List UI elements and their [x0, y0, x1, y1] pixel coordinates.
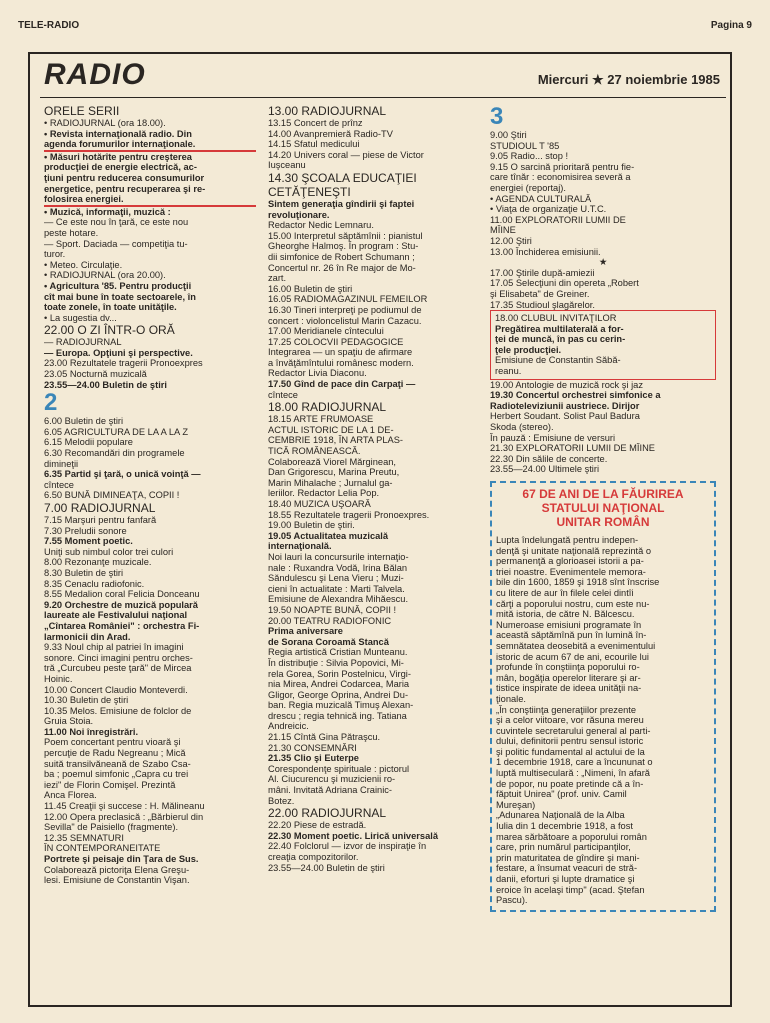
program-line: cît mai bune în toate sectoarele, în: [44, 291, 196, 302]
program-line: 9.33 Noul chip al patriei în imagini: [44, 642, 184, 653]
article-headline: STATULUI NAŢIONAL: [541, 501, 665, 515]
program-line: ba ; poemul simfonic „Capra cu trei: [44, 769, 189, 780]
header-rule: [40, 97, 726, 98]
program-line: 8.00 Rezonanţe muzicale.: [44, 557, 152, 568]
program-line: Noi lauri la concursurile internaţio-: [268, 551, 409, 562]
highlight-line: ţele producţiei.: [495, 344, 562, 355]
program-line: • RADIOJURNAL (ora 18.00).: [44, 118, 166, 128]
article-line: Mureşan): [496, 799, 536, 810]
program-line: • Agricultura '85. Pentru producţii: [44, 280, 192, 291]
program-line: Sevilla" de Paisiello (fragmente).: [44, 822, 179, 833]
program-line: 17.00 Ştirile după-amiezii: [490, 267, 595, 278]
article-line: Numeroase emisiuni programate în: [496, 619, 642, 630]
program-line: de Sorana Coroamă Stancă: [268, 636, 389, 647]
program-line: • Muzică, informaţii, muzică :: [44, 206, 171, 217]
program-line: 14.15 Sfatul medicului: [268, 139, 360, 150]
program-line: 12.35 SEMNATURI: [44, 832, 124, 843]
highlight-line: Emisiune de Constantin Săbă-: [495, 355, 621, 366]
program-line: 11.45 Creaţii şi succese : H. Mălineanu: [44, 801, 205, 812]
date-line: Miercuri ★ 27 noiembrie 1985: [537, 72, 720, 87]
article-line: triei noastre. Evenimentele memora-: [496, 566, 646, 577]
program-line: 17.35 Studioul şlagărelor.: [490, 299, 595, 310]
program-3-number: 3: [490, 103, 504, 130]
program-line: 7.30 Preludii sonore: [44, 525, 127, 536]
program-line: 17.50 Gînd de pace din Carpaţi —: [268, 379, 416, 390]
program-line: 18.15 ARTE FRUMOASE: [268, 414, 374, 425]
program-line: Skoda (stereo).: [490, 422, 554, 433]
program-line: 13.00 Închiderea emisiunii.: [490, 246, 601, 257]
program-line: MÎINE: [490, 225, 516, 236]
program-line: 6.35 Partid şi ţară, o unică voinţă —: [44, 469, 201, 480]
highlight-line: ţei de muncă, în pas cu cerin-: [495, 334, 626, 345]
program-line: 10.30 Buletin de ştiri: [44, 695, 129, 706]
program-line: 14.00 Avanpremieră Radio-TV: [268, 128, 393, 139]
program-line: Redactor Nedic Lemnaru.: [268, 220, 374, 231]
program-line: 21.15 Cîntă Gina Pătraşcu.: [268, 732, 381, 743]
program-line: Anca Florea.: [44, 790, 97, 801]
article-line: mân, bogăţia operelor literare şi ar-: [496, 672, 641, 683]
program-line: zart.: [268, 273, 287, 284]
article-line: mită istoria, de către N. Bălcescu.: [496, 609, 635, 620]
program-line: Uniţi sub nimbul color trei culori: [44, 546, 174, 557]
program-line: 19.00 Buletin de ştiri.: [268, 520, 355, 531]
program-line: • Viaţa de organizaţie U.T.C.: [490, 204, 607, 215]
program-line: 19.50 NOAPTE BUNĂ, COPII !: [268, 604, 397, 615]
highlight-line: 18.00 CLUBUL INVITAŢILOR: [495, 313, 617, 324]
program-line: 17.25 COLOCVII PEDAGOGICE: [268, 336, 404, 347]
program-line: Redactor Livia Diaconu.: [268, 368, 367, 379]
program-line: ACTUL ISTORIC DE LA 1 DE-: [268, 424, 394, 435]
program-line: 8.55 Medalion coral Felicia Donceanu: [44, 589, 200, 600]
program-line: CEMBRIE 1918, ÎN ARTA PLAS-: [268, 435, 404, 446]
program-line: 8.35 Cenaclu radiofonic.: [44, 578, 145, 589]
program-line: 17.05 Selecţiuni din opereta „Robert: [490, 278, 639, 289]
article-line: profunde în conştiinţa poporului ro-: [496, 662, 640, 673]
program-line: toate zonele, în toate unităţile.: [44, 302, 177, 313]
program-line: 9.15 O sarcină prioritară pentru fie-: [490, 161, 635, 172]
program-line: concert : violoncelistul Marin Cazacu.: [268, 315, 422, 326]
article-line: danii, eforturi şi lupte dramatice şi: [496, 874, 635, 884]
program-line: Botez.: [268, 795, 295, 806]
program-line: Colaborează pictoriţa Elena Greşu-: [44, 864, 190, 875]
program-line: 11.00 Noi înregistrări.: [44, 726, 139, 737]
program-line: percuţie de Radu Negreanu ; Mică: [44, 748, 186, 759]
program-line: Gheorghe Halmoş. În program : Stu-: [268, 241, 419, 252]
article-line: festare, a însumat veacuri de stră-: [496, 863, 638, 874]
program-line: 17.00 Meridianele cîntecului: [268, 326, 384, 337]
article-line: făptuit Unirea" (prof. univ. Camil: [496, 789, 627, 800]
article-line: tistice inspirate de ideea unităţii na-: [496, 683, 642, 694]
article-line: de popor, nu poate pretinde că a în-: [496, 778, 644, 789]
column-program-1-afternoon: [268, 104, 478, 873]
program-line: sonore. Cinci imagini pentru orches-: [44, 652, 193, 663]
program-line: dii simfonice de Robert Schumann ;: [268, 251, 415, 262]
section-label: TELE-RADIO: [18, 20, 80, 31]
program-line: 9.00 Ştiri: [490, 130, 527, 140]
program-line: nale : Ruxandra Vodă, Irina Bălan: [268, 562, 408, 573]
program-line: CETĂŢENEŞTI: [268, 184, 351, 199]
article-line: eroice în acelaşi timp" (acad. Ştefan: [496, 884, 645, 895]
program-line: 22.30 Din sălile de concerte.: [490, 453, 608, 464]
program-line: Gligor, George Oprina, Andrei Du-: [268, 689, 409, 700]
program-line: 10.35 Melos. Emisiune de folclor de: [44, 705, 192, 716]
program-line: 20.00 TEATRU RADIOFONIC: [268, 615, 392, 626]
program-line: 16.05 RADIOMAGAZINUL FEMEILOR: [268, 294, 428, 305]
program-line: Corespondenţe spirituale : pictorul: [268, 763, 410, 774]
program-line: Andreicic.: [268, 721, 309, 732]
program-line: internaţională.: [268, 541, 332, 552]
program-line: 22.30 Moment poetic. Lirică universală: [268, 830, 438, 841]
program-line: cîntece: [268, 389, 298, 400]
program-line: 13.15 Concert de prînz: [268, 118, 363, 128]
program-line: cieni în actualitate : Marti Talvela.: [268, 583, 405, 594]
program-line: dimineţii: [44, 458, 79, 469]
program-2-number: 2: [44, 389, 58, 417]
program-line: — Ce este nou în ţară, ce este nou: [44, 217, 189, 228]
program-line: 11.00 EXPLORATORII LUMII DE: [490, 214, 626, 225]
article-line: „În conştiinţa generaţiilor prezente: [496, 704, 637, 715]
program-line: 6.05 AGRICULTURA DE LA A LA Z: [44, 426, 188, 437]
article-line: ţionale.: [496, 693, 526, 704]
program-line: 9.20 Orchestre de muzică populară: [44, 599, 198, 610]
article-line: cărţi a poporului nostru, cum este nu-: [496, 598, 650, 609]
program-line: şi Elisabeta" de Greiner.: [490, 288, 590, 299]
program-line: 6.00 Buletin de ştiri: [44, 416, 124, 427]
program-line: — Europa. Opţiuni şi perspective.: [44, 347, 193, 358]
program-line: larmonicii din Arad.: [44, 631, 131, 642]
program-line: 19.30 Concertul orchestrei simfonice a: [490, 390, 661, 401]
program-line: STUDIOUL T '85: [490, 140, 560, 151]
column-program-1: [44, 104, 256, 886]
program-line: agenda forumurilor internaţionale.: [44, 139, 256, 152]
program-line: Herbert Soudant. Solist Paul Badura: [490, 411, 640, 422]
program-line: • AGENDA CULTURALĂ: [490, 193, 592, 204]
program-line: 19.05 Actualitatea muzicală: [268, 530, 389, 541]
program-line: 7.00 RADIOJURNAL: [44, 501, 156, 515]
program-line: „Cîntarea României" : orchestra Fi-: [44, 620, 200, 631]
program-line: folosirea energiei.: [44, 194, 256, 207]
article-line: această săptămînă pun în lumină în-: [496, 630, 647, 641]
program-line: creaţia compozitorilor.: [268, 852, 359, 862]
program-line: • Meteo. Circulaţie.: [44, 259, 123, 270]
article-line: marea sărbătoare a poporului român: [496, 831, 647, 842]
highlight-line: Pregătirea multilaterală a for-: [495, 323, 624, 334]
program-line: În pauză : Emisiune de versuri: [490, 432, 616, 443]
page-title: RADIO: [44, 58, 146, 91]
article-line: denţă şi unitate naţională reprezintă o: [496, 545, 652, 556]
program-line: 16.30 Tineri interpreţi pe podiumul de: [268, 304, 422, 315]
program-line: Iuşceanu: [268, 160, 306, 171]
program-line: 6.15 Melodii populare: [44, 437, 133, 448]
page-header: [18, 20, 752, 36]
program-line: Prima aniversare: [268, 626, 343, 637]
program-line: suită transilvăneană de Szabo Csa-: [44, 758, 191, 769]
program-line: 8.30 Buletin de ştiri: [44, 567, 124, 578]
program-line: • Revista internaţională radio. Din: [44, 128, 192, 139]
article-line: bile din 1600, 1859 şi 1918 sînt înscrise: [496, 577, 660, 588]
article-line: dului, definitorii pentru sensul istoric: [496, 736, 644, 747]
article-line: luptă multiseculară : „Nimeni, în afară: [496, 768, 650, 779]
program-line: Gruia Stoia.: [44, 716, 94, 727]
article-headline: UNITAR ROMÂN: [556, 515, 650, 529]
program-line: ban. Regia muzicală Timuş Alexan-: [268, 700, 414, 711]
program-line: care tînăr : economisirea severă a: [490, 172, 631, 183]
program-line: 14.30 ŞCOALA EDUCAŢIEI: [268, 170, 417, 185]
program-line: 16.00 Buletin de ştiri: [268, 283, 353, 294]
program-line: energetice, pentru recuperarea şi re-: [44, 183, 206, 194]
program-line: 18.00 RADIOJURNAL: [268, 400, 387, 415]
program-line: 23.00 Rezultatele tragerii Pronoexpres: [44, 358, 203, 369]
article-frame: [490, 481, 716, 912]
program-line: 23.05 Nocturnă muzicală: [44, 369, 147, 380]
program-line: 14.20 Univers coral — piese de Victor: [268, 149, 424, 160]
program-line: • RADIOJURNAL (ora 20.00).: [44, 270, 166, 281]
program-line: Dan Grigorescu, Marina Preutu,: [268, 467, 400, 478]
program-line: nia Mirea, Andrei Codarcea, Maria: [268, 679, 410, 690]
program-line: În distribuţie : Silvia Popovici, Mi-: [268, 657, 404, 668]
program-line: Radioteleviziunii austriece. Dirijor: [490, 400, 640, 411]
program-line: cîntece: [44, 479, 74, 490]
program-line: Poem concertant pentru vioară şi: [44, 737, 181, 748]
program-line: leriilor. Redactor Lelia Pop.: [268, 488, 380, 499]
program-line: Emisiune de Alexandra Mihăescu.: [268, 594, 409, 605]
program-line: Marin Mihalache ; Jurnalul ga-: [268, 477, 393, 488]
program-line: — RADIOJURNAL: [44, 337, 122, 348]
program-line: ORELE SERII: [44, 104, 120, 118]
program-line: 6.30 Recomandări din programele: [44, 448, 185, 459]
program-line: Săndulescu şi Lena Vieru ; Muzi-: [268, 573, 404, 584]
program-line: 6.50 BUNĂ DIMINEAŢA, COPII !: [44, 490, 180, 501]
program-line: 18.55 Rezultatele tragerii Pronoexpres.: [268, 509, 430, 520]
article-line: Pascu).: [496, 895, 528, 906]
article-line: cu litere de aur în filele celei dintîi: [496, 587, 634, 598]
highlight-line: reanu.: [495, 366, 522, 377]
program-line: tră „Curcubeu peste ţară" de Mircea: [44, 663, 192, 674]
program-line: Concertul nr. 26 în Re major de Mo-: [268, 262, 416, 273]
program-line: Integrarea — un spaţiu de afirmare: [268, 347, 413, 358]
program-line: a învăţămîntului românesc modern.: [268, 357, 414, 368]
program-line: 19.00 Antologie de muzică rock şi jaz: [490, 379, 643, 390]
program-line: 22.20 Piese de estradă.: [268, 820, 367, 831]
program-line: 7.15 Marşuri pentru fanfară: [44, 515, 157, 525]
program-line: laureate ale Festivalului naţional: [44, 610, 188, 621]
program-line: 21.30 CONSEMNĂRI: [268, 742, 357, 753]
article-line: Lupta îndelungată pentru indepen-: [496, 535, 639, 545]
page-number: Pagina 9: [710, 20, 752, 31]
program-line: 9.05 Radio... stop !: [490, 151, 569, 162]
program-line: revoluţionare.: [268, 209, 330, 220]
program-line: TICĂ ROMÂNEASCĂ.: [268, 446, 361, 457]
program-line: 15.00 Interpretul săptămînii : pianistul: [268, 230, 423, 241]
program-line: ÎN CONTEMPORANEITATE: [44, 843, 161, 854]
program-line: 18.40 MUZICA UŞOARĂ: [268, 499, 371, 509]
program-line: 23.55—24.00 Buletin de ştiri: [44, 379, 167, 390]
program-line: Al. Ciucurencu şi muzicienii ro-: [268, 774, 396, 785]
program-line: rela Gorea, Sorin Postelnicu, Virgi-: [268, 668, 411, 679]
program-line: — Sport. Daciada — competiţia tu-: [44, 238, 188, 249]
program-line: 22.00 O ZI ÎNTR-O ORĂ: [44, 323, 175, 338]
article-line: prin maturitatea de gîndire şi mani-: [496, 852, 640, 863]
program-line: Portrete şi peisaje din Ţara de Sus.: [44, 854, 199, 864]
program-line: • Măsuri hotărîte pentru creşterea: [44, 151, 192, 162]
article-line: „Adunarea Naţională de la Alba: [496, 810, 625, 821]
program-line: 21.30 EXPLORATORII LUMII DE MÎINE: [490, 443, 655, 454]
program-line: producţiei de energie electrică, ac-: [44, 162, 197, 173]
article-line: şi a celor viitoare, vor răsuna mereu: [496, 715, 644, 726]
program-line: ★: [598, 257, 608, 268]
article-line: şi politic fundamental al actului de la: [496, 746, 645, 757]
program-line: ţiuni pentru reducerea consumurilor: [44, 172, 205, 183]
program-line: mâni. Invitată Adriana Crainic-: [268, 785, 393, 796]
article-line: permanenţă a glorioasei istorii a pa-: [496, 556, 644, 567]
program-line: Sintem generaţia gîndirii şi faptei: [268, 198, 415, 209]
program-line: lesi. Emisiune de Constantin Vişan.: [44, 875, 190, 886]
article-line: Iulia din 1 decembrie 1918, a fost: [496, 821, 633, 832]
program-line: 22.00 RADIOJURNAL: [268, 806, 387, 821]
program-line: peste hotare.: [44, 227, 99, 238]
program-line: Colaborează Viorel Mărginean,: [268, 456, 396, 467]
program-line: 21.35 Clio şi Euterpe: [268, 753, 359, 764]
article-line: 1 decembrie 1918, care a încununat o: [496, 757, 653, 768]
program-line: 12.00 Opera preclasică : „Bărbierul din: [44, 811, 204, 822]
article-line: istoric de acum 67 de ani, ecourile lui: [496, 651, 649, 662]
program-line: turor.: [44, 249, 66, 260]
article-headline: 67 DE ANI DE LA FĂURIREA: [522, 487, 684, 501]
program-line: Regia artistică Cristian Munteanu.: [268, 647, 408, 658]
program-line: 12.00 Ştiri: [490, 235, 532, 246]
program-line: 23.55—24.00 Ultimele ştiri: [490, 464, 600, 475]
program-line: • La sugestia dv...: [44, 312, 117, 323]
article-line: cuvintele secretarului general al parti-: [496, 725, 651, 736]
program-line: 23.55—24.00 Buletin de ştiri: [268, 862, 385, 873]
article-line: semnătatea deosebită a evenimentului: [496, 640, 656, 651]
article-line: care, prin numărul participanţilor,: [496, 842, 631, 853]
program-line: 13.00 RADIOJURNAL: [268, 104, 387, 118]
highlight-box: [490, 310, 716, 380]
column-program-3: [490, 104, 716, 912]
program-line: energiei (reportaj).: [490, 182, 566, 193]
program-line: 7.55 Moment poetic.: [44, 536, 133, 547]
program-line: Hoinic.: [44, 673, 73, 684]
program-line: drescu ; regia tehnică ing. Tatiana: [268, 710, 407, 721]
program-line: 10.00 Concert Claudio Monteverdi.: [44, 684, 188, 695]
program-line: 22.40 Folclorul — izvor de inspiraţie în: [268, 841, 427, 852]
program-line: iezi" de Florin Comişel. Prezintă: [44, 779, 176, 790]
